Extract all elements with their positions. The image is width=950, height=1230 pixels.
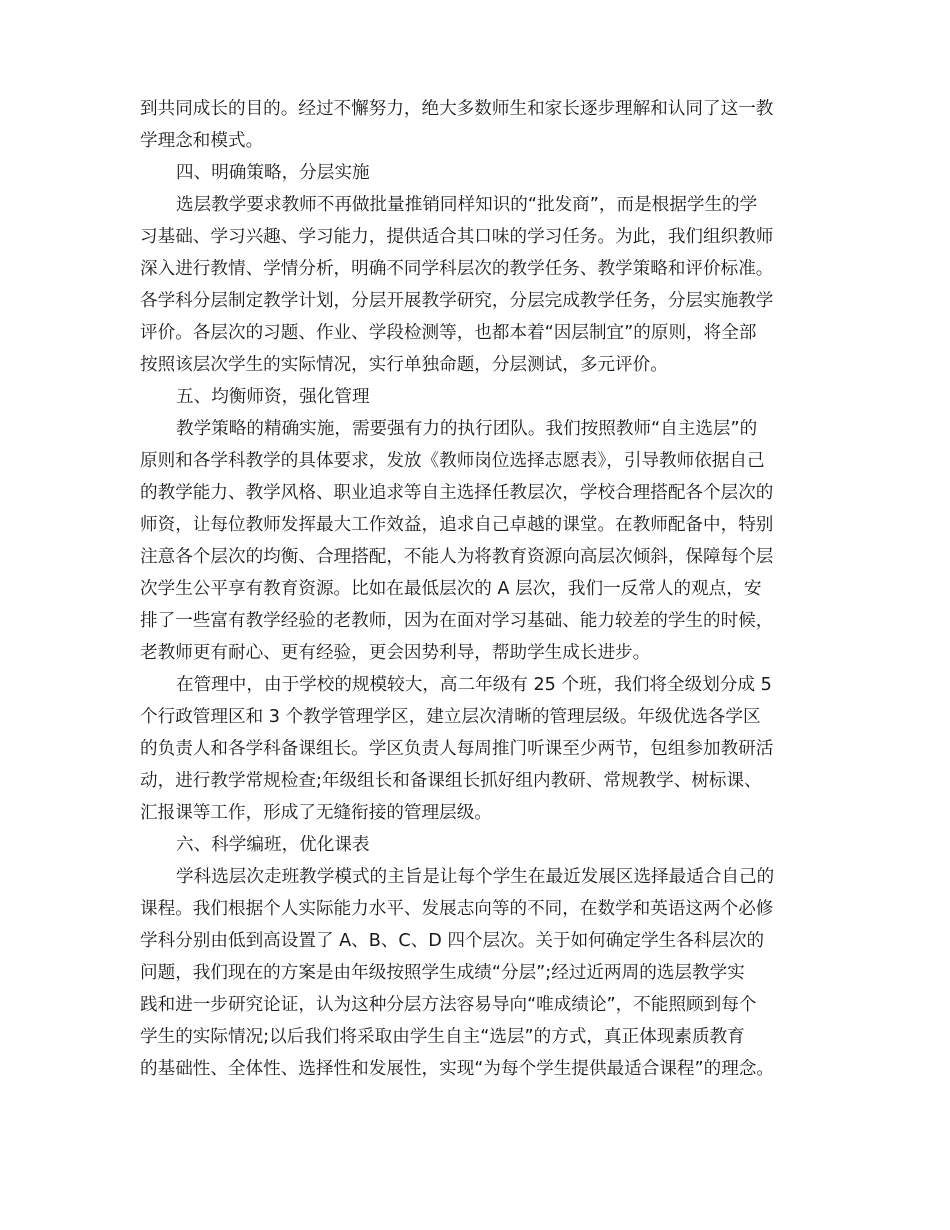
text-line: 师资，让每位教师发挥最大工作效益，追求自己卓越的课堂。在教师配备中，特别	[140, 515, 774, 535]
text-line: 动，进行教学常规检查;年级组长和备课组长抓好组内教研、常规教学、树标课、	[140, 771, 762, 791]
text-line: 课程。我们根据个人实际能力水平、发展志向等的不同，在数学和英语这两个必修	[140, 899, 774, 919]
text-line: 个行政管理区和 3 个教学管理学区，建立层次清晰的管理层级。年级优选各学区	[140, 707, 761, 727]
text-line: 的教学能力、教学风格、职业追求等自主选择任教层次，学校合理搭配各个层次的	[140, 483, 774, 503]
text-line: 学生的实际情况;以后我们将采取由学生自主“选层”的方式，真正体现素质教育	[140, 1027, 745, 1047]
text-line: 次学生公平享有教育资源。比如在最低层次的 A 层次，我们一反常人的观点，安	[140, 579, 762, 599]
text-line: 习基础、学习兴趣、学习能力，提供适合其口味的学习任务。为此，我们组织教师	[140, 227, 774, 247]
text-line: 排了一些富有教学经验的老教师，因为在面对学习基础、能力较差的学生的时候，	[140, 611, 774, 631]
text-line: 学科选层次走班教学模式的主旨是让每个学生在最近发展区选择最适合自己的	[176, 867, 775, 887]
section-heading: 五、均衡师资，强化管理	[176, 387, 370, 407]
text-line: 在管理中，由于学校的规模较大，高二年级有 25 个班，我们将全级划分成 5	[176, 675, 772, 695]
text-line: 老教师更有耐心、更有经验，更会因势利导，帮助学生成长进步。	[140, 643, 651, 663]
text-line: 选层教学要求教师不再做批量推销同样知识的“批发商”，而是根据学生的学	[176, 195, 758, 215]
text-line: 问题，我们现在的方案是由年级按照学生成绩“分层”;经过近两周的选层教学实	[140, 963, 745, 983]
text-line: 学理念和模式。	[140, 131, 264, 151]
text-line: 各学科分层制定教学计划，分层开展教学研究，分层完成教学任务，分层实施教学	[140, 291, 774, 311]
text-line: 按照该层次学生的实际情况，实行单独命题，分层测试，多元评价。	[140, 355, 668, 375]
text-line: 的负责人和各学科备课组长。学区负责人每周推门听课至少两节，包组参加教研活	[140, 739, 774, 759]
text-line: 深入进行教情、学情分析，明确不同学科层次的教学任务、教学策略和评价标准。	[140, 259, 774, 279]
text-line: 教学策略的精确实施，需要强有力的执行团队。我们按照教师“自主选层”的	[176, 419, 758, 439]
section-heading: 四、明确策略，分层实施	[176, 163, 370, 183]
section-heading: 六、科学编班，优化课表	[176, 835, 370, 855]
text-line: 汇报课等工作，形成了无缝衔接的管理层级。	[140, 803, 492, 823]
text-line: 注意各个层次的均衡、合理搭配，不能人为将教育资源向高层次倾斜，保障每个层	[140, 547, 774, 567]
text-line: 学科分别由低到高设置了 A、B、C、D 四个层次。关于如何确定学生各科层次的	[140, 931, 765, 951]
text-line: 践和进一步研究论证，认为这种分层方法容易导向“唯成绩论”，不能照顾到每个	[140, 995, 757, 1015]
text-line: 评价。各层次的习题、作业、学段检测等，也都本着“因层制宜”的原则，将全部	[140, 323, 757, 343]
text-line: 原则和各学科教学的具体要求，发放《教师岗位选择志愿表》，引导教师依据自己	[140, 451, 765, 471]
text-line: 到共同成长的目的。经过不懈努力，绝大多数师生和家长逐步理解和认同了这一教	[140, 99, 774, 119]
text-line: 的基础性、全体性、选择性和发展性，实现“为每个学生提供最适合课程”的理念。	[140, 1059, 775, 1079]
